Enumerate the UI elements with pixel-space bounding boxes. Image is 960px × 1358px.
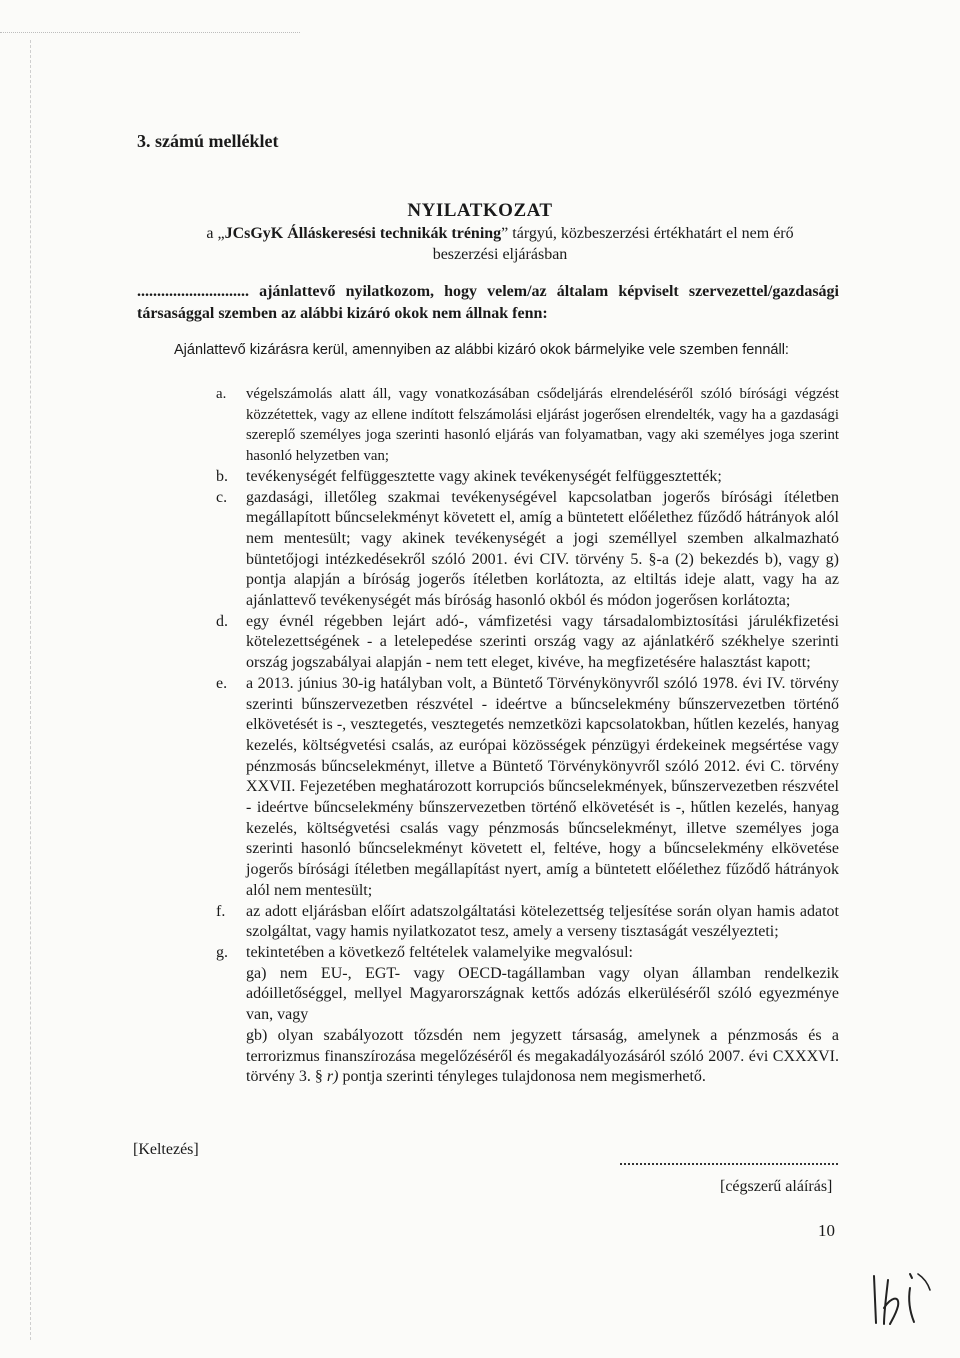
item-label: b. (216, 467, 228, 485)
item-label: f. (216, 902, 226, 920)
item-text: a 2013. június 30-ig hatályban volt, a Büntető Törvénykönyvről szóló 1978. évi IV. törvény szerinti bűnszervezetben részvétel - ideértve a bűncselekmény bűnszervezetben történő elkövetését is -, vesztegetés, vesztegetés nemzetközi kapcsolatokban, hűtlen kezelés, hanyag kezelés, költségvetési csalás, az európai közösségek pénzügyi érdekeinek megsértése vagy pénzmosás bűncselekményt, illetve a Büntető Törvénykönyvről szóló 2012. évi C. törvény XXVII. Fejezetében meghatározott korrupciós bűncselekmények, bűnszervezetben részvétel - ideértve bűncselekmény bűnszervezetben történő elkövetését is -, hűtlen kezelés, hanyag kezelés, költségvetési csalás vagy pénzmosás bűncselekményt, illetve személyes joga szerinti hasonló bűncselekményt követett el, feltéve, hogy a bűncselekmény elkövetése jogerős bírósági ítéletben megállapítást nyert, amíg a büntetett előélethez fűződő hátrányok alól nem mentesült; (246, 674, 839, 899)
scan-top-mark (0, 32, 300, 33)
scan-edge-line (30, 40, 31, 1340)
subitem-ga: ga) nem EU-, EGT- vagy OECD-tagállamban vagy olyan államban rendelkezik adóilletőséggel, mellyel Magyarországnak kettős adózás elkerüléséről szóló egyezménye van, vagy (246, 964, 839, 1024)
list-item (216, 674, 839, 902)
item-label: a. (216, 386, 227, 402)
annex-heading: 3. számú melléklet (137, 131, 279, 151)
list-item (216, 384, 839, 467)
item-label: c. (216, 488, 228, 506)
item-text: tekintetében a következő feltételek valamelyike megvalósul: (246, 943, 633, 961)
item-label: d. (216, 612, 228, 630)
item-text: egy évnél régebben lejárt adó-, vámfizetési vagy társadalombiztosítási járulékfizetési kötelezettségének - a letelepedése szerinti ország vagy az ajánlatkérő székhelye szerinti ország jogszabályai alapján - nem tett eleget, kivéve, ha megfizetésére halasztást kapott; (246, 612, 839, 672)
subitem-gb-tail: pontja szerinti tényleges tulajdonosa nem megismerhető. (338, 1068, 706, 1086)
document-title: NYILATKOZAT (407, 200, 553, 221)
list-item (216, 467, 839, 488)
item-text: végelszámolás alatt áll, vagy vonatkozásában csődeljárás elrendeléséről szóló bírósági végzést közzétettek, vagy az ellene indított felszámolási eljárást jogerősen elrendelték, vagy ha a gazdasági szereplő személyes joga szerinti hasonló eljárás van folyamatban, vagy aki személyes joga szerint hasonló helyzetben van; (246, 386, 839, 465)
exclusion-intro: Ajánlattevő kizárásra kerül, amennyiben az alábbi kizáró okok bármelyike vele szemben fennáll: (174, 342, 789, 358)
item-label: g. (216, 943, 228, 961)
program-name: JCsGyK Álláskeresési technikák tréning (224, 225, 502, 242)
handwritten-initials (866, 1268, 936, 1328)
subitem-gb-point: r) (326, 1068, 339, 1086)
item-text: gazdasági, illetőleg szakmai tevékenységével kapcsolatban jogerős bírósági ítéletben megállapított bűncselekményt követett el, amíg a büntetett előélethez fűződő hátrányok alól nem mentesült; vagy akinek tevékenységét a jogi személlyel szemben alkalmazható büntetőjogi intézkedésekről szóló 2001. évi CIV. törvény 5. §-a (2) bekezdés b), vagy g) pontja alapján a bíróság jogerős ítéletben korlátozta, az eltiltás ideje alatt, vagy ha az ajánlattevő tevékenységét más bíróság hasonló okból és módon jogerősen korlátozta; (246, 488, 839, 610)
date-placeholder: [Keltezés] (133, 1141, 199, 1158)
subtitle-prefix: a „ (206, 225, 225, 242)
list-item (216, 488, 839, 612)
subtitle-suffix: ” tárgyú, közbeszerzési értékhatárt el nem érő beszerzési eljárásban (432, 225, 794, 263)
subitem-gb-text: gb) olyan szabályozott tőzsdén nem jegyzett társaság, amelynek a pénzmosás és a terrorizmus finanszírozása megelőzéséről és megakadályozásáról szóló 2007. évi CXXXVI. törvény 3. § (246, 1026, 839, 1086)
signature-line (620, 1163, 838, 1165)
list-item (216, 612, 839, 674)
subitem-gb (246, 1026, 839, 1088)
declaration-statement: ............................ ajánlattevő nyilatkozom, hogy velem/az általam képviselt szervezettel/gazdasági társasággal szemben az alábbi kizáró okok nem állnak fenn: (137, 283, 839, 322)
list-item (216, 902, 839, 943)
item-text: tevékenységét felfüggesztette vagy akinek tevékenységét felfüggesztették; (246, 467, 722, 485)
item-label: e. (216, 674, 228, 692)
exclusion-list (216, 384, 839, 1088)
signature-label: [cégszerű aláírás] (720, 1178, 833, 1195)
document-subtitle (180, 223, 820, 265)
list-item (216, 943, 839, 1088)
page-number: 10 (818, 1221, 835, 1240)
item-text: az adott eljárásban előírt adatszolgáltatási kötelezettség teljesítése során olyan hamis adatot szolgáltat, vagy hamis nyilatkozatot tesz, amely a verseny tisztaságát veszélyezteti; (246, 902, 839, 941)
